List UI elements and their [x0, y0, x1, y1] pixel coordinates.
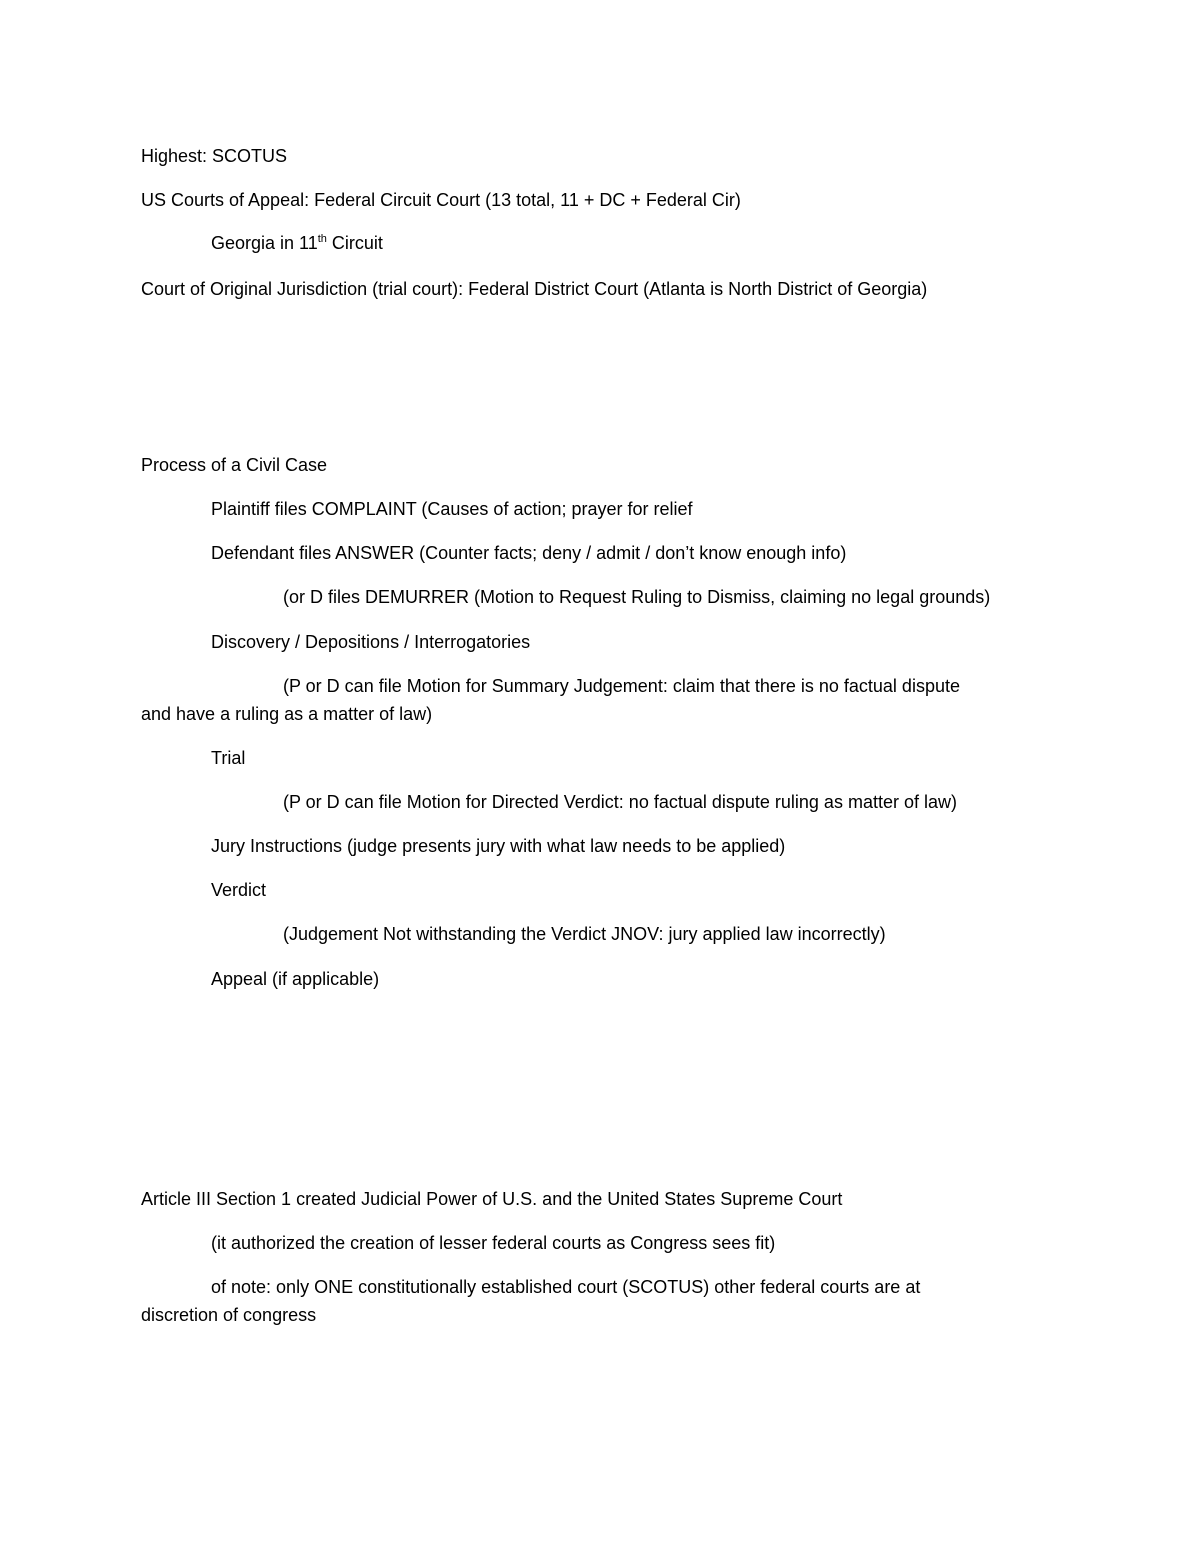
georgia-circuit-prefix: Georgia in 11 — [211, 233, 318, 253]
of-note-line-1: of note: only ONE constitutionally established court (SCOTUS) other federal courts are at — [211, 1277, 921, 1297]
summary-judgement-line-1: (P or D can file Motion for Summary Judgement: claim that there is no factual dispute — [283, 676, 960, 696]
demurrer-line: (or D files DEMURRER (Motion to Request Ruling to Dismiss, claiming no legal grounds) — [283, 587, 991, 607]
answer-line: Defendant files ANSWER (Counter facts; deny / admit / don’t know enough info) — [211, 543, 847, 563]
complaint-line: Plaintiff files COMPLAINT (Causes of action; prayer for relief — [211, 499, 693, 519]
summary-judgement-line-2: and have a ruling as a matter of law) — [141, 704, 433, 724]
of-note-line-2: discretion of congress — [141, 1305, 317, 1325]
civil-case-heading: Process of a Civil Case — [141, 455, 328, 475]
courts-of-appeal-line: US Courts of Appeal: Federal Circuit Court (13 total, 11 + DC + Federal Cir) — [141, 190, 741, 210]
georgia-circuit-line — [211, 232, 383, 254]
jnov-line: (Judgement Not withstanding the Verdict JNOV: jury applied law incorrectly) — [283, 924, 886, 944]
verdict-line: Verdict — [211, 880, 267, 900]
trial-line: Trial — [211, 748, 246, 768]
discovery-line: Discovery / Depositions / Interrogatories — [211, 632, 531, 652]
lesser-courts-line: (it authorized the creation of lesser federal courts as Congress sees fit) — [211, 1233, 776, 1253]
georgia-circuit-suffix: Circuit — [326, 233, 383, 253]
directed-verdict-line: (P or D can file Motion for Directed Verdict: no factual dispute ruling as matter of law) — [283, 792, 957, 812]
jury-instructions-line: Jury Instructions (judge presents jury with what law needs to be applied) — [211, 836, 786, 856]
appeal-line: Appeal (if applicable) — [211, 969, 380, 989]
georgia-circuit-superscript: th — [317, 233, 327, 245]
original-jurisdiction-line: Court of Original Jurisdiction (trial court): Federal District Court (Atlanta is North District of Georgia) — [141, 279, 928, 299]
highest-court-line: Highest: SCOTUS — [141, 146, 288, 166]
article-iii-line: Article III Section 1 created Judicial Power of U.S. and the United States Supreme Court — [141, 1189, 843, 1209]
